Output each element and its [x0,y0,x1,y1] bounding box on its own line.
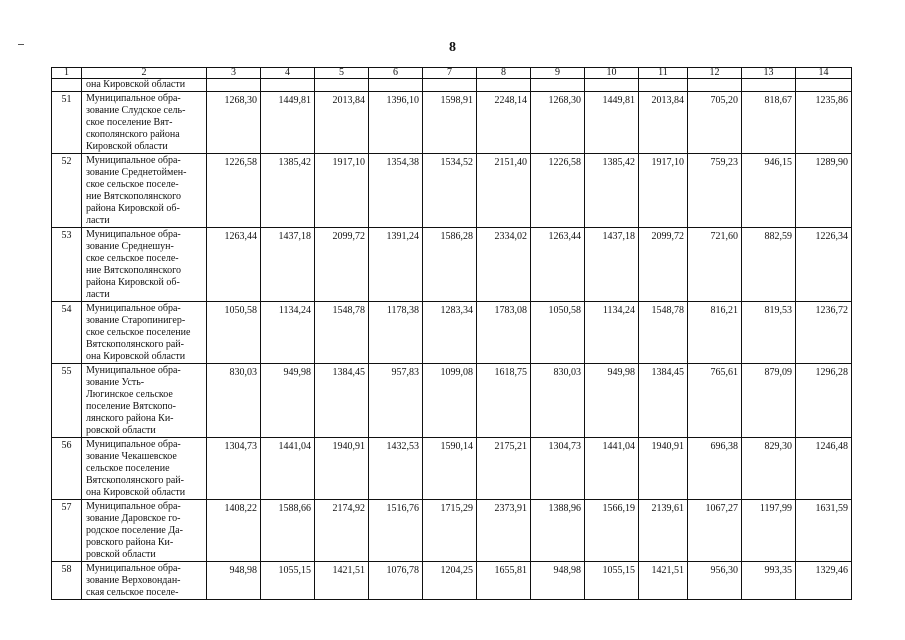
column-header: 2 [82,68,207,79]
municipality-name-line: зование Среднетоймен- [86,167,187,178]
municipality-name-line: сельское поселение [86,463,170,474]
municipality-name-line: ровской области [86,425,156,436]
municipality-name-line: Муниципальное обра- [86,365,181,376]
municipality-name-line: зование Среднешун- [86,241,174,252]
municipality-name-line: ние Вятскополянского [86,265,181,276]
cell-value: 1631,59 [796,500,852,562]
cell-value: 1226,58 [531,154,585,228]
municipality-name-line: зование Слудское сель- [86,105,186,116]
cell-value: 1408,22 [207,500,261,562]
cell-value: 2373,91 [477,500,531,562]
cell-value: 1354,38 [369,154,423,228]
column-header: 3 [207,68,261,79]
municipality-name-line: она Кировской области [86,351,186,362]
cell-value: 1384,45 [315,364,369,438]
cell-value: 1566,19 [585,500,639,562]
cell-value [585,79,639,92]
cell-value: 1449,81 [261,92,315,154]
cell-value: 946,15 [742,154,796,228]
cell-value: 2099,72 [639,228,688,302]
municipality-name [82,500,207,562]
municipality-name-line: ская сельское поселе- [86,587,179,598]
continuation-row [52,79,852,92]
column-header: 6 [369,68,423,79]
cell-value: 1384,45 [639,364,688,438]
cell-value: 1263,44 [207,228,261,302]
table-row [52,364,852,438]
cell-value: 759,23 [688,154,742,228]
cell-value [796,79,852,92]
cell-value [742,79,796,92]
cell-value: 1590,14 [423,438,477,500]
municipality-name-line: Люгинское сельское [86,389,173,400]
cell-value: 1268,30 [207,92,261,154]
cell-value: 1178,38 [369,302,423,364]
row-number: 54 [52,302,82,364]
row-number: 51 [52,92,82,154]
cell-value: 1534,52 [423,154,477,228]
cell-value [315,79,369,92]
cell-value: 1396,10 [369,92,423,154]
column-header: 7 [423,68,477,79]
cell-value: 1050,58 [207,302,261,364]
cell-value: 2139,61 [639,500,688,562]
page-number: 8 [449,40,456,55]
cell-value: 1715,29 [423,500,477,562]
cell-value: 882,59 [742,228,796,302]
municipality-name-line: Кировской области [86,141,168,152]
column-header: 4 [261,68,315,79]
cell-value: 1076,78 [369,562,423,600]
column-header: 10 [585,68,639,79]
cell-value: 765,61 [688,364,742,438]
municipality-name-line: Муниципальное обра- [86,439,181,450]
cell-value: 1917,10 [639,154,688,228]
cell-value: 818,67 [742,92,796,154]
cell-value: 1296,28 [796,364,852,438]
cell-value: 1421,51 [639,562,688,600]
cell-value [261,79,315,92]
municipality-name-line: Муниципальное обра- [86,303,181,314]
municipality-name [82,364,207,438]
municipality-name-line: зование Даровское го- [86,513,181,524]
cell-value: 948,98 [207,562,261,600]
municipality-name-line: скополянского района [86,129,180,140]
row-number: 58 [52,562,82,600]
cell-value: 1226,58 [207,154,261,228]
row-number: 53 [52,228,82,302]
cell-value: 1204,25 [423,562,477,600]
cell-value: 1226,34 [796,228,852,302]
cell-value: 2151,40 [477,154,531,228]
cell-value [477,79,531,92]
cell-value: 705,20 [688,92,742,154]
cell-value: 949,98 [261,364,315,438]
cell-value: 1067,27 [688,500,742,562]
table-row [52,500,852,562]
municipality-name-line: Муниципальное обра- [86,155,181,166]
column-header: 9 [531,68,585,79]
cell-value: 1391,24 [369,228,423,302]
cell-value: 816,21 [688,302,742,364]
municipality-name [82,438,207,500]
cell-value: 696,38 [688,438,742,500]
cell-value: 1289,90 [796,154,852,228]
cell-value: 1588,66 [261,500,315,562]
cell-value: 2013,84 [639,92,688,154]
cell-value: 830,03 [531,364,585,438]
column-header: 8 [477,68,531,79]
cell-value: 1385,42 [261,154,315,228]
cell-value: 1548,78 [315,302,369,364]
cell-value: 1055,15 [585,562,639,600]
cell-value: 2013,84 [315,92,369,154]
cell-value: 1246,48 [796,438,852,500]
municipality-name [82,562,207,600]
municipality-name-line: лянского района Ки- [86,413,174,424]
municipality-name-line: зование Усть- [86,377,145,388]
row-number: 56 [52,438,82,500]
cell-value: 2175,21 [477,438,531,500]
cell-value [531,79,585,92]
municipality-name-line: родское поселение Да- [86,525,183,536]
municipality-name [82,228,207,302]
cell-value [423,79,477,92]
cell-value: 2099,72 [315,228,369,302]
cell-value: 1655,81 [477,562,531,600]
cell-value: 1134,24 [261,302,315,364]
cell-value: 1421,51 [315,562,369,600]
cell-value: 1917,10 [315,154,369,228]
municipality-name [82,154,207,228]
row-number: 57 [52,500,82,562]
cell-value: 819,53 [742,302,796,364]
municipality-name-line: ние Вятскополянского [86,191,181,202]
cell-value [688,79,742,92]
cell-value: 1134,24 [585,302,639,364]
header-row [52,68,852,79]
municipality-name-line: зование Чекашевское [86,451,177,462]
cell-value: 1441,04 [261,438,315,500]
municipality-name-line: Муниципальное обра- [86,93,181,104]
cell-value: 993,35 [742,562,796,600]
cell-value: 1385,42 [585,154,639,228]
cell-value: 1304,73 [207,438,261,500]
municipality-name-line: Муниципальное обра- [86,563,181,574]
table-row [52,92,852,154]
table-row [52,438,852,500]
cell-value: 1783,08 [477,302,531,364]
column-header: 5 [315,68,369,79]
cell-value: 2248,14 [477,92,531,154]
cell-index [52,79,82,92]
row-number: 52 [52,154,82,228]
column-header: 1 [52,68,82,79]
column-header: 12 [688,68,742,79]
municipality-name-line: Муниципальное обра- [86,501,181,512]
municipality-name-line: района Кировской об- [86,203,180,214]
cell-value [639,79,688,92]
cell-value: 1437,18 [585,228,639,302]
cell-value: 1437,18 [261,228,315,302]
cell-value: 1050,58 [531,302,585,364]
municipality-name-line: зование Старопинигер- [86,315,186,326]
cell-value: 1388,96 [531,500,585,562]
cell-value: 2174,92 [315,500,369,562]
cell-name: она Кировской области [82,79,207,92]
municipality-name-line: ское сельское поселение [86,327,191,338]
cell-value: 1432,53 [369,438,423,500]
cell-value: 1598,91 [423,92,477,154]
municipality-name-line: района Кировской об- [86,277,180,288]
cell-value: 1099,08 [423,364,477,438]
municipality-name-line: ское сельское поселе- [86,179,179,190]
municipality-name-line: ское поселение Вят- [86,117,173,128]
cell-value: 2334,02 [477,228,531,302]
cell-value: 1441,04 [585,438,639,500]
table-row [52,302,852,364]
cell-value: 948,98 [531,562,585,600]
column-header: 13 [742,68,796,79]
municipality-name-line: Муниципальное обра- [86,229,181,240]
cell-value: 830,03 [207,364,261,438]
cell-value: 1263,44 [531,228,585,302]
cell-value: 1268,30 [531,92,585,154]
cell-value: 1940,91 [315,438,369,500]
cell-value: 1235,86 [796,92,852,154]
municipality-name [82,302,207,364]
municipality-name-line: ровского района Ки- [86,537,174,548]
column-header: 14 [796,68,852,79]
municipality-name-line: ское сельское поселе- [86,253,179,264]
cell-value: 1586,28 [423,228,477,302]
municipality-name-line: ровской области [86,549,156,560]
municipality-name-line: Вятскополянского рай- [86,475,184,486]
municipality-name-line: зование Верховондан- [86,575,181,586]
table-row [52,562,852,600]
cell-value: 829,30 [742,438,796,500]
table-row [52,228,852,302]
municipality-name-line: ласти [86,215,110,226]
cell-value: 1197,99 [742,500,796,562]
cell-value: 1449,81 [585,92,639,154]
row-number: 55 [52,364,82,438]
municipality-name-line: Вятскополянского рай- [86,339,184,350]
cell-value: 1055,15 [261,562,315,600]
cell-value [207,79,261,92]
tariff-table [51,67,852,600]
cell-value: 1940,91 [639,438,688,500]
cell-value: 956,30 [688,562,742,600]
cell-value: 1283,34 [423,302,477,364]
cell-value: 1516,76 [369,500,423,562]
municipality-name-line: ласти [86,289,110,300]
cell-value: 1236,72 [796,302,852,364]
cell-value: 1304,73 [531,438,585,500]
cell-value: 879,09 [742,364,796,438]
cell-value: 1329,46 [796,562,852,600]
cell-value: 721,60 [688,228,742,302]
cell-value: 957,83 [369,364,423,438]
municipality-name-line: поселение Вятскопо- [86,401,176,412]
municipality-name-line: она Кировской области [86,487,186,498]
cell-value [369,79,423,92]
cell-value: 949,98 [585,364,639,438]
table-row [52,154,852,228]
cell-value: 1548,78 [639,302,688,364]
municipality-name [82,92,207,154]
column-header: 11 [639,68,688,79]
cell-value: 1618,75 [477,364,531,438]
